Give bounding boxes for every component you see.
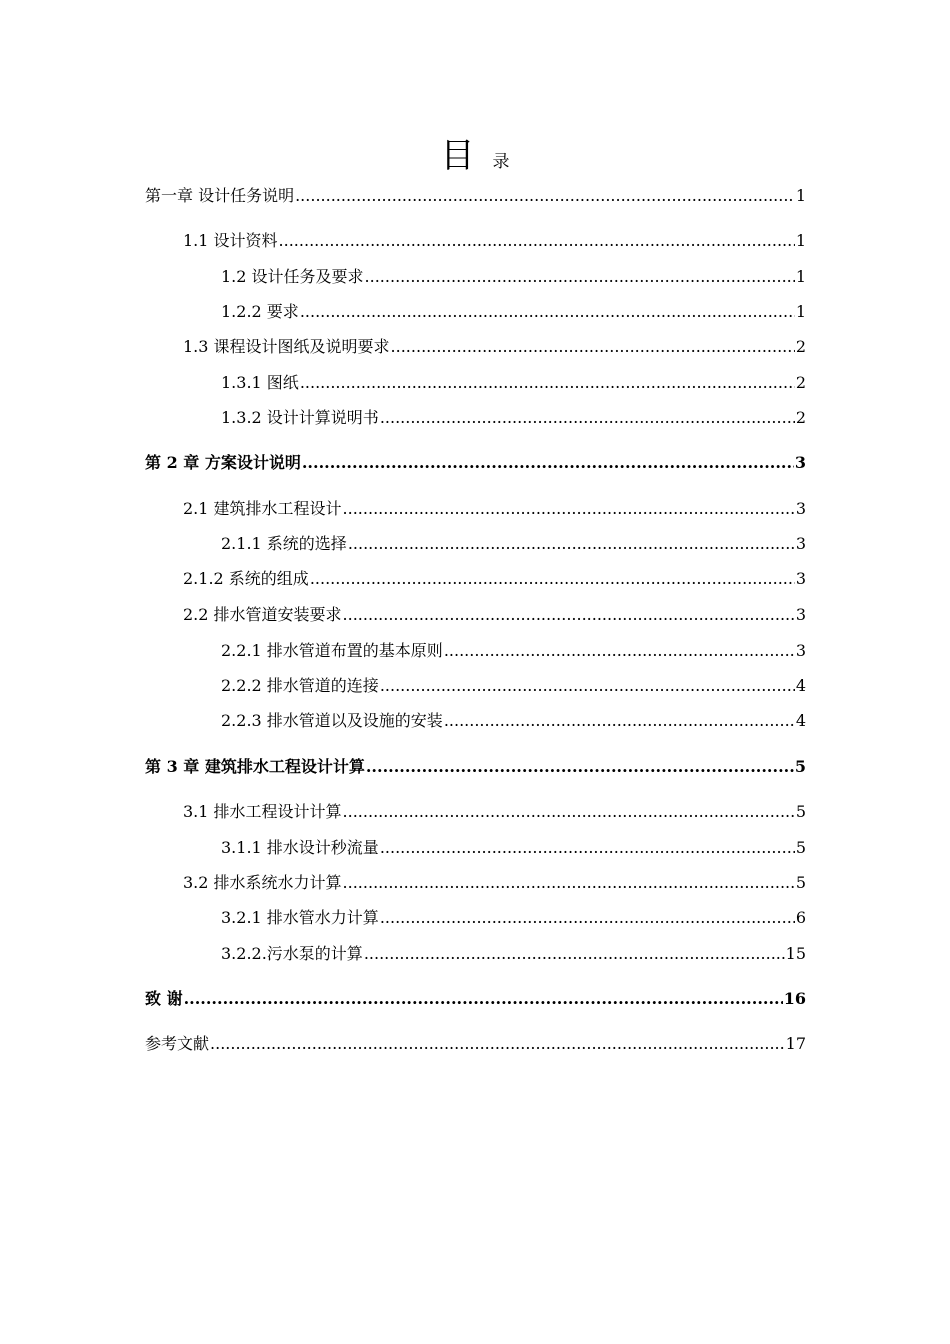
toc-dot-leader (343, 802, 795, 822)
toc-entry-label: 1.2.2 要求 (221, 302, 299, 321)
toc-dot-leader (343, 873, 795, 893)
toc-dot-leader (380, 838, 795, 858)
toc-dot-leader (343, 605, 795, 625)
toc-entry[interactable] (183, 569, 806, 589)
toc-entry-page: 5 (795, 838, 806, 857)
toc-entry[interactable] (183, 873, 806, 893)
toc-entry-page: 3 (795, 569, 806, 588)
toc-entry-label: 2.1.1 系统的选择 (221, 534, 347, 553)
toc-entry-label: 第一章 设计任务说明 (145, 186, 295, 205)
toc-dot-leader (310, 569, 795, 589)
toc-entry-page: 3 (795, 605, 806, 624)
toc-entry[interactable] (221, 641, 806, 661)
toc-entry[interactable] (221, 534, 806, 554)
toc-entry-page: 15 (785, 944, 806, 963)
toc-entry[interactable] (183, 231, 806, 251)
toc-entry-label: 1.3.1 图纸 (221, 373, 299, 392)
toc-dot-leader (302, 453, 794, 473)
toc-entry[interactable] (183, 499, 806, 519)
toc-dot-leader (380, 676, 795, 696)
toc-entry-label: 1.3 课程设计图纸及说明要求 (183, 337, 390, 356)
toc-title (0, 128, 950, 177)
toc-dot-leader (348, 534, 795, 554)
toc-entry-label: 2.1.2 系统的组成 (183, 569, 309, 588)
toc-dot-leader (300, 373, 795, 393)
toc-entry-page: 4 (795, 711, 806, 730)
toc-dot-leader (391, 337, 795, 357)
toc-entry-page: 4 (795, 676, 806, 695)
toc-dot-leader (279, 231, 795, 251)
toc-title-main: 目 (440, 136, 475, 176)
toc-entry-label: 3.2.2.污水泵的计算 (221, 944, 363, 963)
toc-entry-page: 5 (794, 757, 806, 776)
toc-entry-label: 2.2.1 排水管道布置的基本原则 (221, 641, 443, 660)
toc-entry-page: 5 (795, 802, 806, 821)
toc-entry-page: 1 (795, 186, 806, 205)
toc-entry-page: 17 (785, 1034, 806, 1053)
toc-entry-label: 2.2.3 排水管道以及设施的安装 (221, 711, 443, 730)
toc-entry-page: 1 (795, 302, 806, 321)
toc-entry-label: 2.2 排水管道安装要求 (183, 605, 342, 624)
toc-entry-page: 3 (795, 499, 806, 518)
toc-entry-label: 1.1 设计资料 (183, 231, 278, 250)
toc-entry-label: 1.2 设计任务及要求 (221, 267, 364, 286)
toc-entry[interactable] (145, 453, 806, 473)
toc-dot-leader (380, 908, 795, 928)
toc-entry[interactable] (221, 267, 806, 287)
toc-entry-page: 2 (795, 337, 806, 356)
toc-entry-label: 2.2.2 排水管道的连接 (221, 676, 379, 695)
toc-entry-page: 16 (783, 989, 806, 1008)
toc-entry-page: 1 (795, 231, 806, 250)
toc-entry[interactable] (221, 944, 806, 964)
toc-entry[interactable] (183, 337, 806, 357)
toc-entry[interactable] (183, 802, 806, 822)
toc-dot-leader (366, 757, 794, 777)
toc-entry[interactable] (221, 908, 806, 928)
toc-entry-label: 致 谢 (145, 989, 183, 1008)
toc-entry-page: 1 (795, 267, 806, 286)
toc-entry-page: 6 (795, 908, 806, 927)
toc-dot-leader (300, 302, 795, 322)
toc-entry[interactable] (221, 838, 806, 858)
toc-entry-label: 2.1 建筑排水工程设计 (183, 499, 342, 518)
toc-entry[interactable] (145, 1034, 806, 1054)
toc-dot-leader (444, 641, 795, 661)
toc-entry[interactable] (221, 302, 806, 322)
toc-entry[interactable] (221, 676, 806, 696)
toc-dot-leader (184, 989, 783, 1009)
toc-entry-page: 5 (795, 873, 806, 892)
toc-dot-leader (210, 1034, 785, 1054)
toc-dot-leader (380, 408, 795, 428)
toc-entry-label: 3.2.1 排水管水力计算 (221, 908, 379, 927)
toc-entry-label: 第 3 章 建筑排水工程设计计算 (145, 757, 365, 776)
toc-entry-label: 3.2 排水系统水力计算 (183, 873, 342, 892)
toc-entry[interactable] (221, 408, 806, 428)
toc-entry[interactable] (183, 605, 806, 625)
toc-entry-page: 2 (795, 408, 806, 427)
toc-entry-label: 1.3.2 设计计算说明书 (221, 408, 379, 427)
toc-entry-label: 第 2 章 方案设计说明 (145, 453, 301, 472)
toc-entry-page: 2 (795, 373, 806, 392)
toc-dot-leader (295, 186, 795, 206)
toc-entry[interactable] (145, 186, 806, 206)
toc-dot-leader (343, 499, 795, 519)
toc-entry-page: 3 (794, 453, 806, 472)
toc-entry-label: 3.1.1 排水设计秒流量 (221, 838, 379, 857)
toc-dot-leader (365, 267, 795, 287)
toc-dot-leader (364, 944, 785, 964)
toc-entry[interactable] (221, 373, 806, 393)
toc-title-suffix: 录 (492, 152, 510, 172)
toc-entry-page: 3 (795, 641, 806, 660)
toc-entry-label: 参考文献 (145, 1034, 210, 1053)
toc-entry-page: 3 (795, 534, 806, 553)
toc-entry-label: 3.1 排水工程设计计算 (183, 802, 342, 821)
toc-entry[interactable] (145, 757, 806, 777)
toc-dot-leader (444, 711, 795, 731)
toc-entry[interactable] (145, 989, 806, 1009)
toc-entry[interactable] (221, 711, 806, 731)
